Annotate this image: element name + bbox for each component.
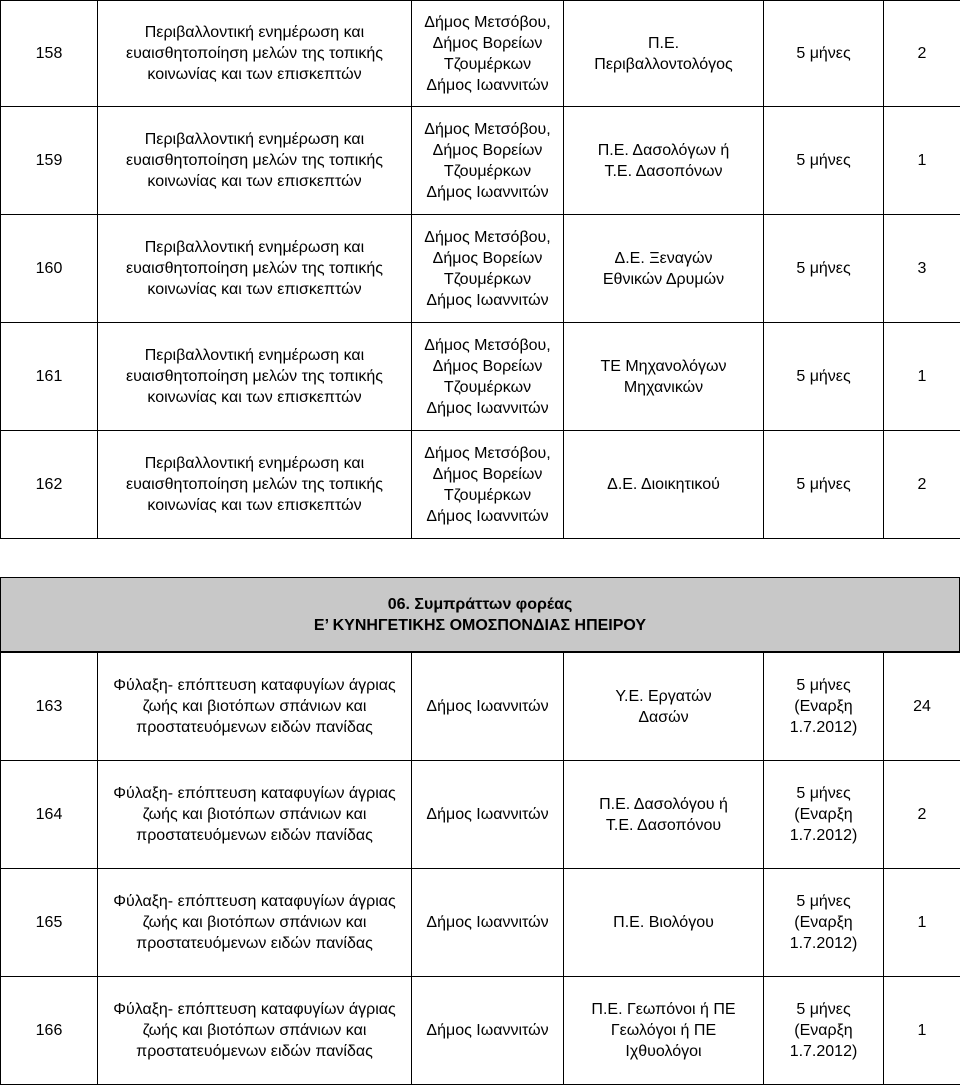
count-cell: 1 (884, 323, 960, 431)
section-header-line1: 06. Συμπράττων φορέας (387, 595, 573, 613)
section-header (1, 578, 960, 652)
specialty-cell (564, 869, 764, 977)
place-cell-line: Δήμος Ιωαννιτών (426, 76, 549, 94)
action-cell-line: Περιβαλλοντική ενημέρωση και (144, 131, 365, 148)
place-cell-line: Τζουμέρκων (443, 378, 532, 396)
place-cell (412, 215, 564, 323)
place-cell-line: Τζουμέρκων (443, 486, 532, 504)
row-number: 163 (1, 653, 98, 761)
specialty-cell-line: Δ.Ε. Ξεναγών (614, 249, 713, 267)
place-cell (412, 107, 564, 215)
action-cell-line: ευαισθητοποίηση μελών της τοπικής (126, 368, 383, 385)
specialty-cell-line: Τ.Ε. Δασοπόνου (605, 816, 722, 834)
action-cell (98, 431, 412, 539)
row-number: 164 (1, 761, 98, 869)
count-cell: 2 (884, 761, 960, 869)
row-number: 161 (1, 323, 98, 431)
positions-table-bottom (0, 652, 960, 1085)
action-cell-line: κοινωνίας και των επισκεπτών (147, 281, 362, 298)
specialty-cell-line: Δ.Ε. Διοικητικού (607, 476, 720, 493)
place-cell-line: Τζουμέρκων (443, 270, 532, 288)
specialty-cell-line: Τ.Ε. Δασοπόνων (604, 162, 723, 180)
place-cell (412, 1, 564, 107)
place-cell-line: Δήμος Μετσόβου, (424, 228, 551, 246)
place-cell-line: Τζουμέρκων (443, 55, 532, 73)
specialty-cell-line: Π.Ε. Δασολόγου ή (599, 795, 728, 813)
action-cell (98, 1, 412, 107)
place-cell-line: Δήμος Μετσόβου, (424, 13, 551, 31)
specialty-cell-line: Εθνικών Δρυμών (602, 270, 725, 288)
duration-cell-line: 5 μήνες (796, 476, 851, 493)
row-number: 165 (1, 869, 98, 977)
specialty-cell-line: Π.Ε. (647, 34, 680, 52)
table-body-top (1, 1, 960, 539)
duration-cell (764, 323, 884, 431)
row-number: 162 (1, 431, 98, 539)
duration-cell-line: 5 μήνες (796, 677, 851, 694)
specialty-cell (564, 107, 764, 215)
specialty-cell (564, 323, 764, 431)
action-cell-line: ευαισθητοποίηση μελών της τοπικής (126, 260, 383, 277)
positions-table-top (0, 0, 960, 539)
table-row (1, 869, 960, 977)
place-cell-line: Δήμος Ιωαννιτών (426, 698, 549, 715)
specialty-cell-line: Π.Ε. Δασολόγων ή (597, 141, 730, 159)
place-cell (412, 977, 564, 1085)
action-cell-line: προστατευόμενων ειδών πανίδας (136, 935, 373, 952)
specialty-cell (564, 215, 764, 323)
action-cell (98, 107, 412, 215)
duration-cell (764, 1, 884, 107)
specialty-cell-line: Π.Ε. Γεωπόνοι ή ΠΕ (591, 1001, 736, 1018)
specialty-cell (564, 431, 764, 539)
action-cell-line: ευαισθητοποίηση μελών της τοπικής (126, 152, 383, 169)
place-cell-line: Δήμος Βορείων (432, 465, 543, 483)
duration-cell (764, 215, 884, 323)
place-cell-line: Δήμος Ιωαννιτών (426, 291, 549, 309)
place-cell-line: Δήμος Βορείων (432, 34, 543, 52)
action-cell (98, 653, 412, 761)
duration-cell-line: 1.7.2012) (789, 827, 858, 844)
table-row (1, 107, 960, 215)
action-cell-line: ζωής και βιοτόπων σπάνιων και (142, 806, 367, 823)
action-cell-line: προστατευόμενων ειδών πανίδας (136, 719, 373, 736)
section-header-line2: Ε’ ΚΥΝΗΓΕΤΙΚΗΣ ΟΜΟΣΠΟΝΔΙΑΣ ΗΠΕΙΡΟΥ (313, 616, 647, 634)
action-cell-line: Περιβαλλοντική ενημέρωση και (144, 455, 365, 472)
count-cell: 2 (884, 1, 960, 107)
table-body-bottom (1, 653, 960, 1085)
action-cell-line: Φύλαξη- επόπτευση καταφυγίων άγριας (113, 1001, 396, 1018)
row-number: 159 (1, 107, 98, 215)
place-cell-line: Δήμος Ιωαννιτών (426, 507, 549, 525)
table-row (1, 977, 960, 1085)
duration-cell-line: 1.7.2012) (789, 935, 858, 952)
specialty-cell-line: Π.Ε. Βιολόγου (613, 914, 714, 931)
duration-cell (764, 761, 884, 869)
duration-cell-line: 5 μήνες (796, 1001, 851, 1018)
place-cell-line: Δήμος Μετσόβου, (424, 444, 551, 462)
action-cell-line: Περιβαλλοντική ενημέρωση και (144, 24, 365, 41)
action-cell-line: κοινωνίας και των επισκεπτών (147, 389, 362, 406)
place-cell-line: Δήμος Ιωαννιτών (426, 914, 549, 931)
row-number: 166 (1, 977, 98, 1085)
place-cell-line: Δήμος Ιωαννιτών (426, 1022, 549, 1039)
specialty-cell-line: Υ.Ε. Εργατών (615, 687, 712, 705)
duration-cell-line: (Εναρξη (794, 698, 853, 715)
specialty-cell (564, 1, 764, 107)
place-cell-line: Δήμος Βορείων (432, 357, 543, 375)
place-cell (412, 431, 564, 539)
action-cell-line: κοινωνίας και των επισκεπτών (147, 173, 362, 190)
specialty-cell-line: ΤΕ Μηχανολόγων (600, 357, 727, 375)
place-cell (412, 653, 564, 761)
section-header-table (0, 577, 960, 652)
action-cell (98, 761, 412, 869)
count-cell: 3 (884, 215, 960, 323)
duration-cell-line: (Εναρξη (794, 914, 853, 931)
place-cell (412, 323, 564, 431)
place-cell-line: Δήμος Βορείων (432, 141, 543, 159)
duration-cell-line: 5 μήνες (796, 152, 851, 169)
action-cell-line: Περιβαλλοντική ενημέρωση και (144, 347, 365, 364)
duration-cell (764, 653, 884, 761)
duration-cell-line: 1.7.2012) (789, 1043, 858, 1060)
table-row (1, 653, 960, 761)
action-cell-line: κοινωνίας και των επισκεπτών (147, 497, 362, 514)
count-cell: 1 (884, 977, 960, 1085)
specialty-cell-line: Περιβαλλοντολόγος (594, 55, 733, 73)
duration-cell-line: 5 μήνες (796, 368, 851, 385)
table-row (1, 323, 960, 431)
count-cell: 24 (884, 653, 960, 761)
action-cell-line: Φύλαξη- επόπτευση καταφυγίων άγριας (113, 677, 396, 694)
action-cell (98, 215, 412, 323)
duration-cell-line: (Εναρξη (794, 806, 853, 823)
count-cell: 2 (884, 431, 960, 539)
action-cell-line: ζωής και βιοτόπων σπάνιων και (142, 914, 367, 931)
duration-cell (764, 431, 884, 539)
action-cell-line: Περιβαλλοντική ενημέρωση και (144, 239, 365, 256)
table-row (1, 215, 960, 323)
action-cell-line: προστατευόμενων ειδών πανίδας (136, 1043, 373, 1060)
specialty-cell-line: Δασών (638, 708, 689, 726)
action-cell (98, 323, 412, 431)
specialty-cell (564, 761, 764, 869)
duration-cell-line: 1.7.2012) (789, 719, 858, 736)
place-cell-line: Δήμος Μετσόβου, (424, 336, 551, 354)
specialty-cell (564, 653, 764, 761)
action-cell-line: ευαισθητοποίηση μελών της τοπικής (126, 45, 383, 62)
specialty-cell-line: Γεωλόγοι ή ΠΕ (610, 1022, 717, 1039)
table-row (1, 761, 960, 869)
row-number: 160 (1, 215, 98, 323)
specialty-cell (564, 977, 764, 1085)
place-cell-line: Τζουμέρκων (443, 162, 532, 180)
duration-cell-line: 5 μήνες (796, 260, 851, 277)
table-row (1, 1, 960, 107)
row-number: 158 (1, 1, 98, 107)
specialty-cell-line: Ιχθυολόγοι (625, 1043, 702, 1060)
action-cell (98, 869, 412, 977)
specialty-cell-line: Μηχανικών (623, 378, 704, 396)
place-cell-line: Δήμος Βορείων (432, 249, 543, 267)
duration-cell (764, 869, 884, 977)
action-cell-line: κοινωνίας και των επισκεπτών (147, 66, 362, 83)
action-cell-line: Φύλαξη- επόπτευση καταφυγίων άγριας (113, 785, 396, 802)
duration-cell-line: (Εναρξη (794, 1022, 853, 1039)
action-cell-line: Φύλαξη- επόπτευση καταφυγίων άγριας (113, 893, 396, 910)
duration-cell-line: 5 μήνες (796, 893, 851, 910)
action-cell-line: ζωής και βιοτόπων σπάνιων και (142, 1022, 367, 1039)
count-cell: 1 (884, 869, 960, 977)
duration-cell (764, 107, 884, 215)
place-cell (412, 761, 564, 869)
action-cell-line: ευαισθητοποίηση μελών της τοπικής (126, 476, 383, 493)
count-cell: 1 (884, 107, 960, 215)
place-cell (412, 869, 564, 977)
place-cell-line: Δήμος Ιωαννιτών (426, 806, 549, 823)
duration-cell-line: 5 μήνες (796, 45, 851, 62)
action-cell (98, 977, 412, 1085)
place-cell-line: Δήμος Μετσόβου, (424, 120, 551, 138)
place-cell-line: Δήμος Ιωαννιτών (426, 399, 549, 417)
action-cell-line: ζωής και βιοτόπων σπάνιων και (142, 698, 367, 715)
table-row (1, 431, 960, 539)
place-cell-line: Δήμος Ιωαννιτών (426, 183, 549, 201)
duration-cell (764, 977, 884, 1085)
action-cell-line: προστατευόμενων ειδών πανίδας (136, 827, 373, 844)
duration-cell-line: 5 μήνες (796, 785, 851, 802)
